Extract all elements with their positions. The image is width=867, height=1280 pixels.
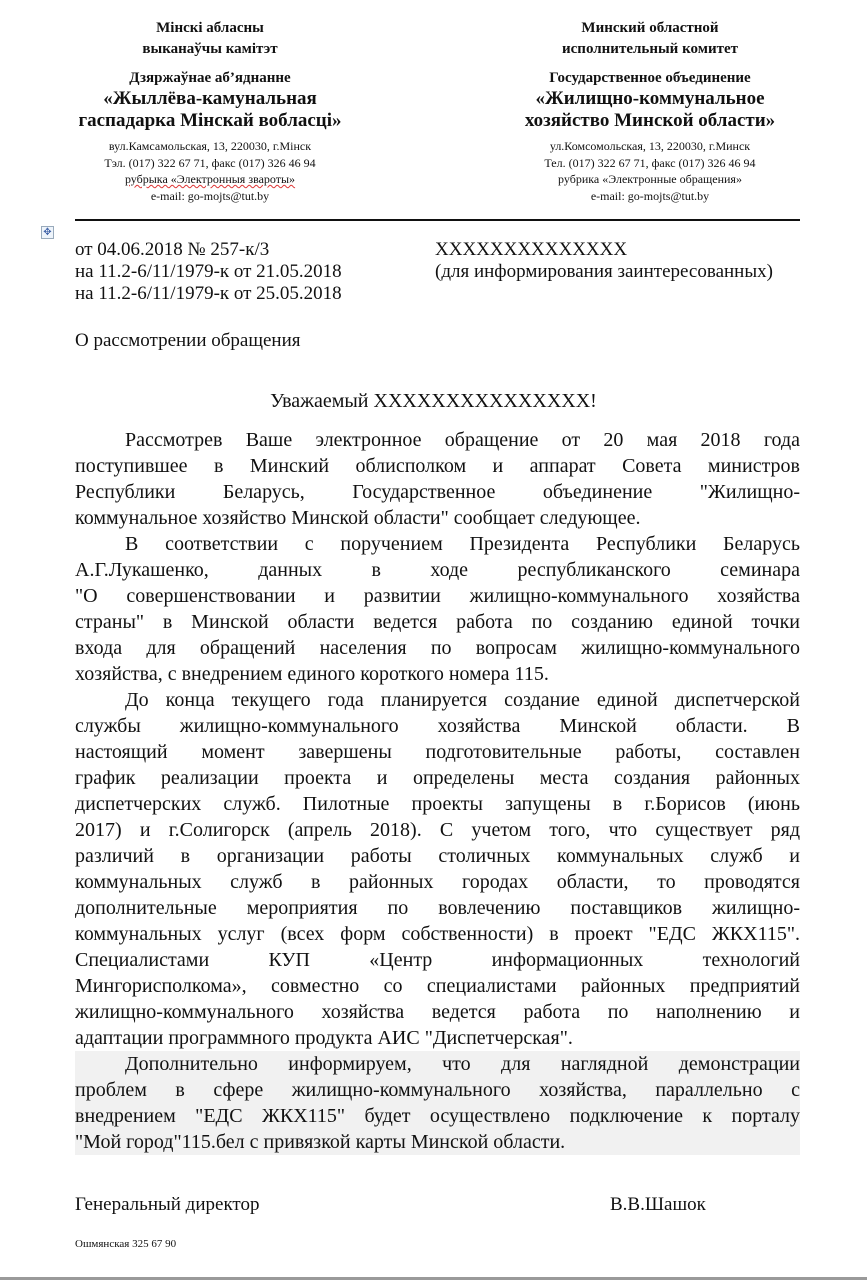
header-divider — [75, 219, 800, 221]
text-line: внедрением "ЕДС ЖКХ115" будет осуществлено подключение к порталу — [75, 1105, 800, 1127]
text-line: Рассмотрев Ваше электронное обращение от 20 мая 2018 года — [125, 429, 800, 451]
text-line: Дополнительно информируем, что для наглядной демонстрации — [125, 1053, 800, 1075]
greeting: Уважаемый XXXXXXXXXXXXXXX! — [270, 390, 597, 412]
text-line: входа для обращений населения по вопросам жилищно-коммунального — [75, 637, 800, 659]
reference-line: на 11.2-6/11/1979-к от 25.05.2018 — [75, 283, 342, 304]
paragraph — [75, 531, 800, 687]
text-line: В соответствии с поручением Президента Республики Беларусь — [125, 533, 800, 555]
org-line: выканаўчы камітэт — [142, 41, 278, 57]
text-line: коммунальных служб в районных городах области, то проводятся — [75, 871, 800, 893]
phone: Тел. (017) 322 67 71, факс (017) 326 46 94 — [544, 155, 756, 170]
text-line: До конца текущего года планируется создание единой диспетчерской — [125, 689, 800, 711]
paragraph — [75, 427, 800, 531]
rubric: рубрика «Электронные обращения» — [558, 172, 742, 186]
text-line: хозяйства, с внедрением единого короткого номера 115. — [75, 663, 549, 685]
org-line: Государственное объединение — [549, 70, 751, 86]
org-line: Минский областной — [581, 20, 719, 36]
reference-block — [75, 239, 342, 305]
text-line: дополнительные мероприятия по вовлечению поставщиков жилищно- — [75, 897, 800, 919]
signature-title: Генеральный директор — [75, 1194, 260, 1215]
org-line: исполнительный комитет — [562, 41, 738, 57]
text-line: "О совершенствовании и развитии жилищно-коммунального хозяйства — [75, 585, 800, 607]
text-line: А.Г.Лукашенко, данных в ходе республиканского семинара — [75, 559, 800, 581]
text-line: коммунальных услуг (всех форм собственности) в проект "ЕДС ЖКХ115". — [75, 923, 800, 945]
paragraph — [75, 1051, 800, 1155]
text-line: проблем в сфере жилищно-коммунального хозяйства, параллельно с — [75, 1079, 800, 1101]
signature-name: В.В.Шашок — [610, 1194, 706, 1215]
text-line: Мингорисполкома», совместно со специалистами районных предприятий — [75, 975, 800, 997]
reference-line: на 11.2-6/11/1979-к от 21.05.2018 — [75, 261, 342, 282]
text-line: адаптации программного продукта АИС "Диспетчерская". — [75, 1027, 573, 1049]
text-line: настоящий момент завершены подготовительные работы, составлен — [75, 741, 800, 763]
footer-contact: Ошмянская 325 67 90 — [75, 1238, 177, 1250]
addressee-block — [435, 239, 773, 283]
rubric: рубрыка «Электронныя звароты» — [124, 172, 296, 186]
letterhead-belarusian — [40, 18, 380, 204]
org-name: хозяйство Минской области» — [524, 110, 776, 131]
org-name: «Жыллёва-камунальная — [103, 88, 317, 109]
text-line: Республики Беларусь, Государственное объединение "Жилищно- — [75, 481, 800, 503]
org-line: Мінскі абласны — [156, 20, 264, 36]
org-line: Дзяржаўнае аб’яднанне — [129, 70, 291, 86]
text-line: коммунальное хозяйство Минской области" сообщает следующее. — [75, 507, 641, 529]
phone: Тэл. (017) 322 67 71, факс (017) 326 46 94 — [104, 155, 316, 170]
address: вул.Камсамольская, 13, 220030, г.Мінск — [108, 139, 312, 153]
paragraph — [75, 687, 800, 1051]
letterhead-russian — [480, 18, 820, 204]
email: e-mail: go-mojts@tut.by — [150, 188, 270, 203]
letter-body — [75, 427, 800, 1155]
addressee-note: (для информирования заинтересованных) — [435, 261, 773, 282]
subject: О рассмотрении обращения — [75, 330, 301, 351]
address: ул.Комсомольская, 13, 220030, г.Минск — [549, 139, 751, 153]
text-line: Специалистами КУП «Центр информационных технологий — [75, 949, 800, 971]
text-line: поступившее в Минский облисполком и аппарат Совета министров — [75, 455, 800, 477]
text-line: 2017) и г.Солигорск (апрель 2018). С учетом того, что существует ряд — [75, 819, 800, 841]
text-line: страны" в Минской области ведется работа по созданию единой точки — [75, 611, 800, 633]
text-line: различий в организации работы столичных коммунальных служб и — [75, 845, 800, 867]
table-move-handle-icon[interactable]: ✥ — [41, 226, 54, 239]
text-line: "Мой город"115.бел с привязкой карты Минской области. — [75, 1131, 566, 1153]
reference-line: от 04.06.2018 № 257-к/3 — [75, 239, 270, 260]
org-name: гаспадарка Мінскай вобласці» — [78, 110, 342, 131]
addressee-name: XXXXXXXXXXXXXX — [435, 239, 628, 260]
text-line: службы жилищно-коммунального хозяйства Минской области. В — [75, 715, 800, 737]
text-line: диспетчерских служб. Пилотные проекты запущены в г.Борисов (июнь — [75, 793, 800, 815]
text-line: график реализации проекта и определены места создания районных — [75, 767, 800, 789]
text-line: жилищно-коммунального хозяйства ведется работа по наполнению и — [75, 1001, 800, 1023]
email: e-mail: go-mojts@tut.by — [590, 188, 710, 203]
org-name: «Жилищно-коммунальное — [535, 88, 765, 109]
